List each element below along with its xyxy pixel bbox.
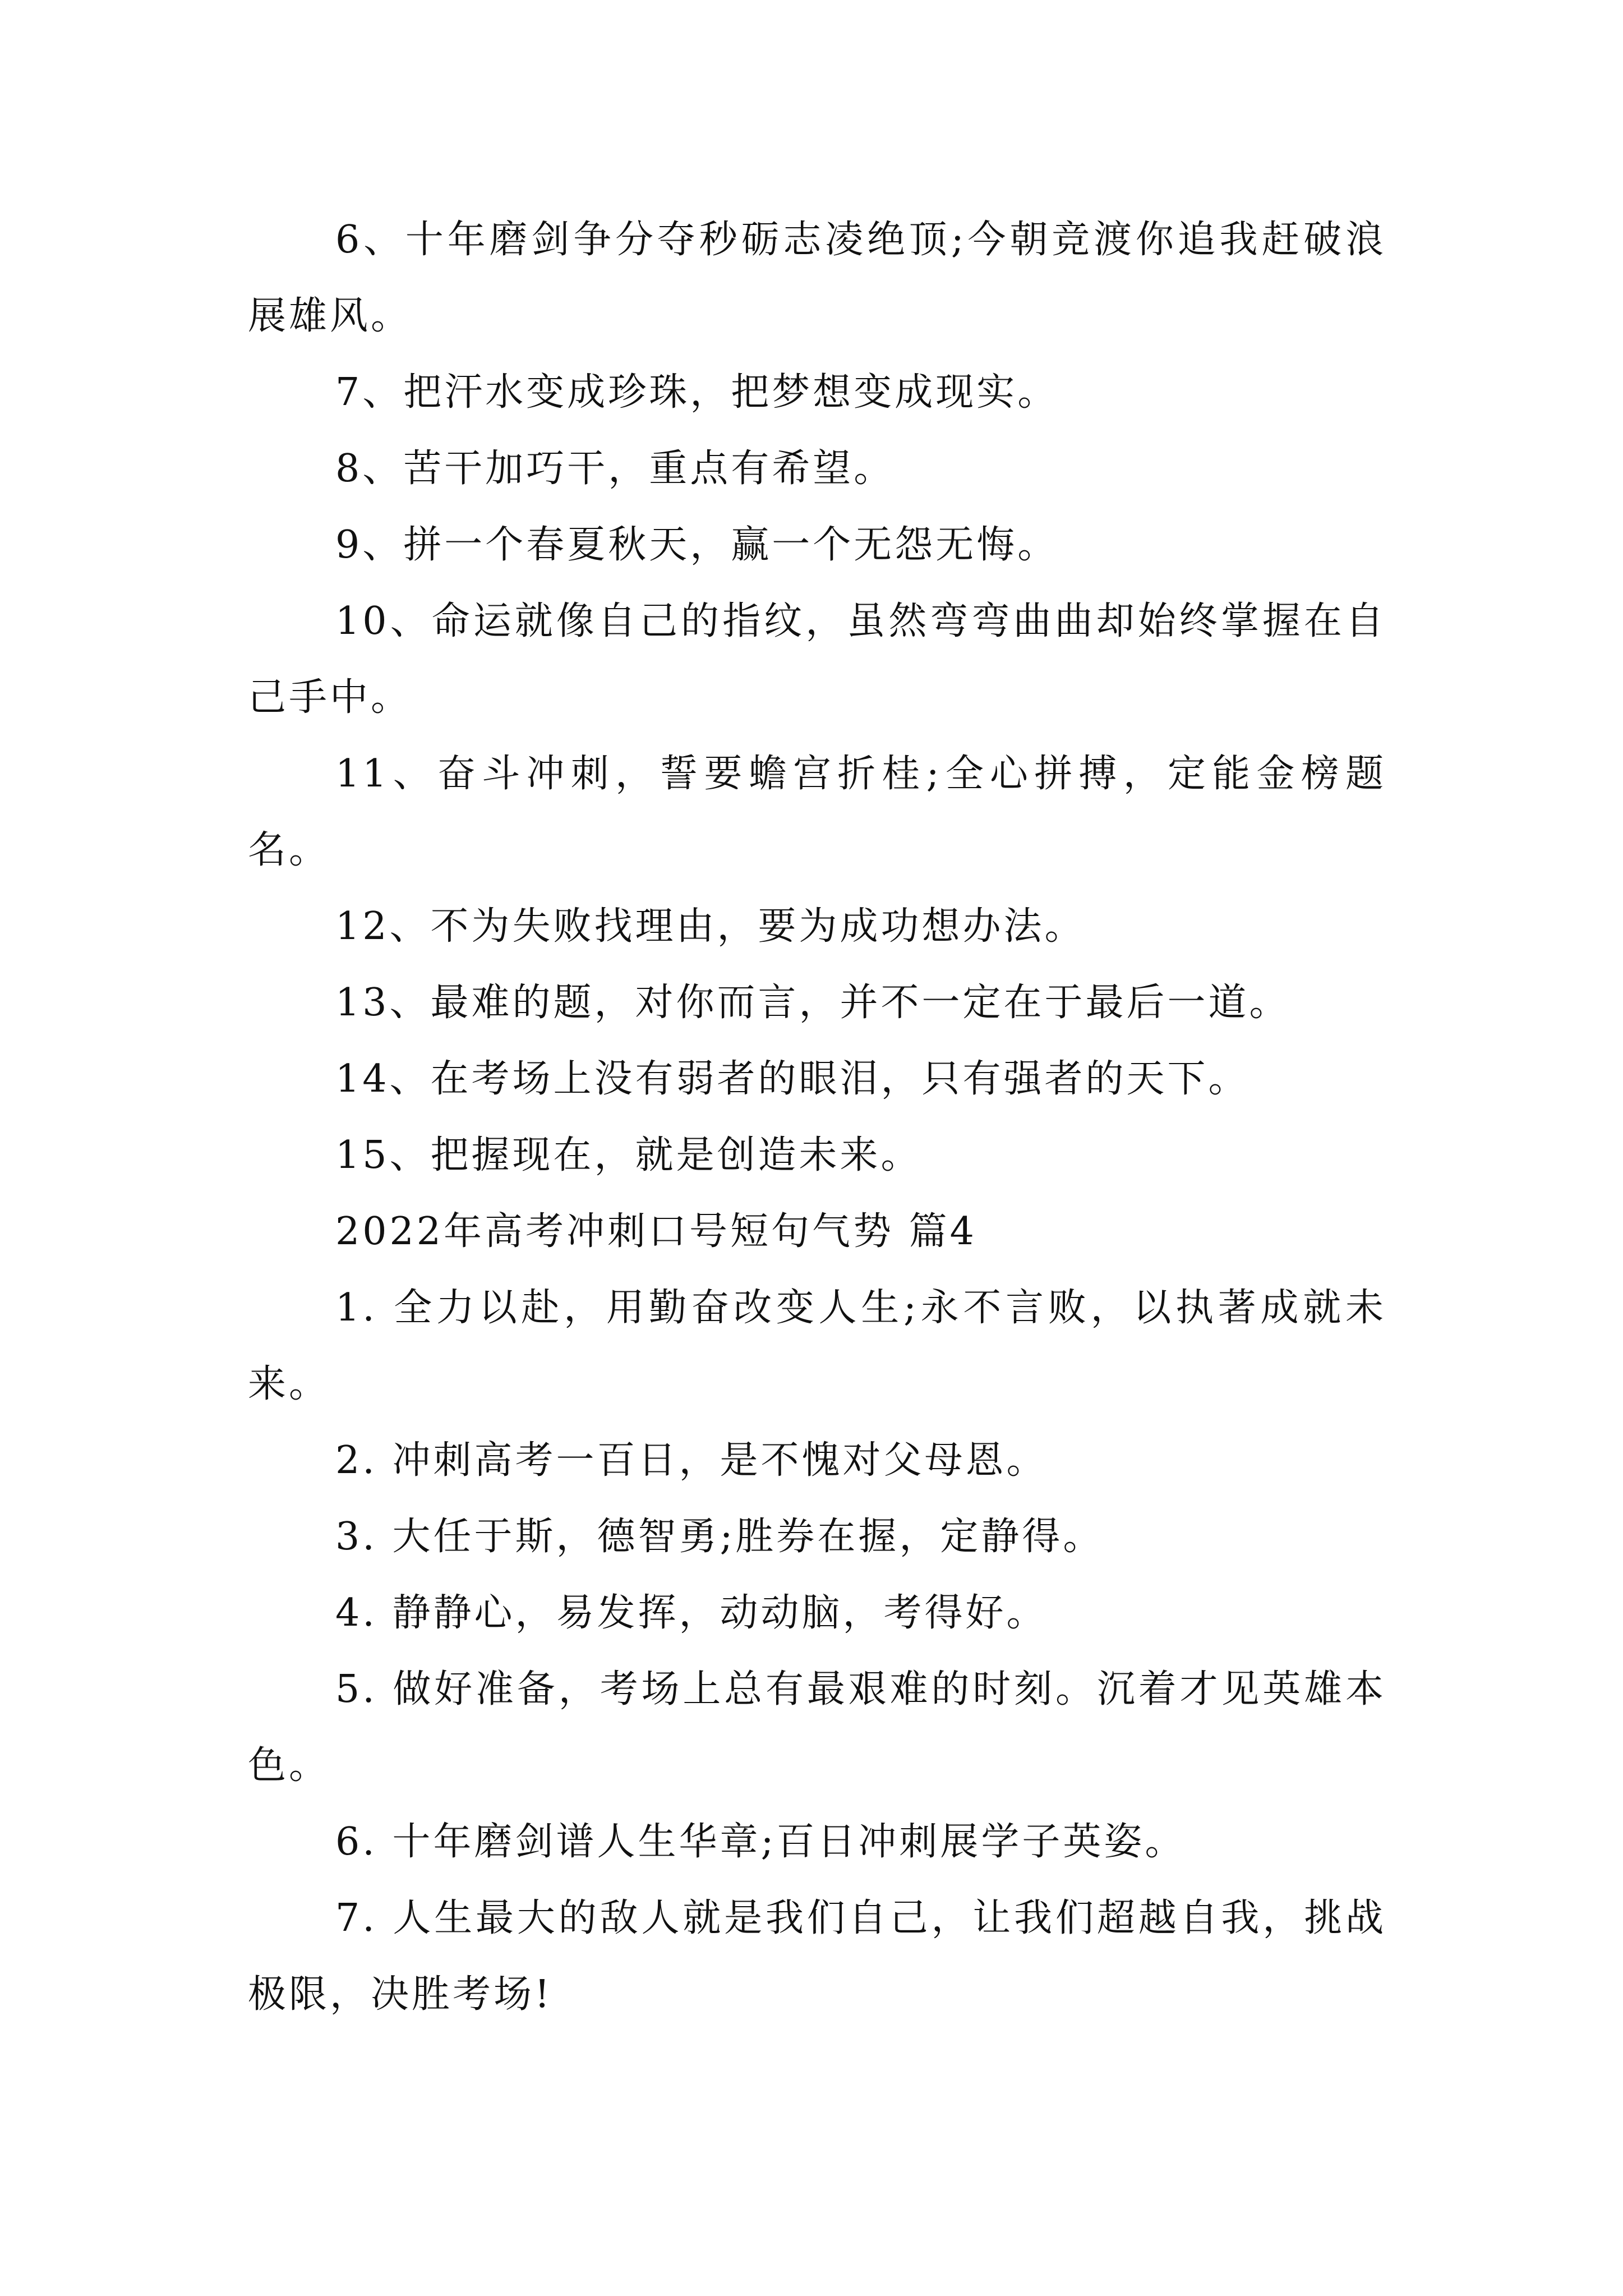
- numbered-item-6: 6. 十年磨剑谱人生华章;百日冲刺展学子英姿。: [335, 1820, 1186, 1864]
- numbered-item-1: 1. 全力以赴，用勤奋改变人生;永不言败，以执著成就未来。: [248, 1286, 1386, 1406]
- paragraph-item-12: 12、不为失败找理由，要为成功想办法。: [335, 904, 1086, 949]
- paragraph-item-7: 7、把汗水变成珍珠，把梦想变成现实。: [335, 370, 1059, 415]
- paragraph-item-15: 15、把握现在，就是创造未来。: [335, 1133, 922, 1177]
- numbered-item-7: 7. 人生最大的敌人就是我们自己，让我们超越自我，挑战极限，决胜考场!: [248, 1896, 1386, 2017]
- numbered-item-4: 4. 静静心，易发挥，动动脑，考得好。: [335, 1591, 1048, 1635]
- paragraph-item-10: 10、命运就像自己的指纹，虽然弯弯曲曲却始终掌握在自己手中。: [248, 599, 1386, 720]
- paragraph-item-13: 13、最难的题，对你而言，并不一定在于最后一道。: [335, 981, 1290, 1025]
- numbered-item-3: 3. 大任于斯，德智勇;胜券在握，定静得。: [335, 1515, 1104, 1559]
- paragraph-item-8: 8、苦干加巧干，重点有希望。: [335, 447, 895, 491]
- paragraph-item-9: 9、拼一个春夏秋天，赢一个无怨无悔。: [335, 523, 1059, 567]
- paragraph-item-11: 11、奋斗冲刺，誓要蟾宫折桂;全心拼搏，定能金榜题名。: [248, 752, 1386, 872]
- numbered-item-2: 2. 冲刺高考一百日，是不愧对父母恩。: [335, 1438, 1048, 1483]
- section-heading: 2022年高考冲刺口号短句气势 篇4: [335, 1209, 977, 1254]
- document-body: [248, 202, 1386, 2033]
- paragraph-item-14: 14、在考场上没有弱者的眼泪，只有强者的天下。: [335, 1057, 1249, 1101]
- paragraph-item-6: 6、十年磨剑争分夺秒砺志凌绝顶;今朝竞渡你追我赶破浪展雄风。: [248, 218, 1386, 338]
- numbered-item-5: 5. 做好准备，考场上总有最艰难的时刻。沉着才见英雄本色。: [248, 1667, 1386, 1788]
